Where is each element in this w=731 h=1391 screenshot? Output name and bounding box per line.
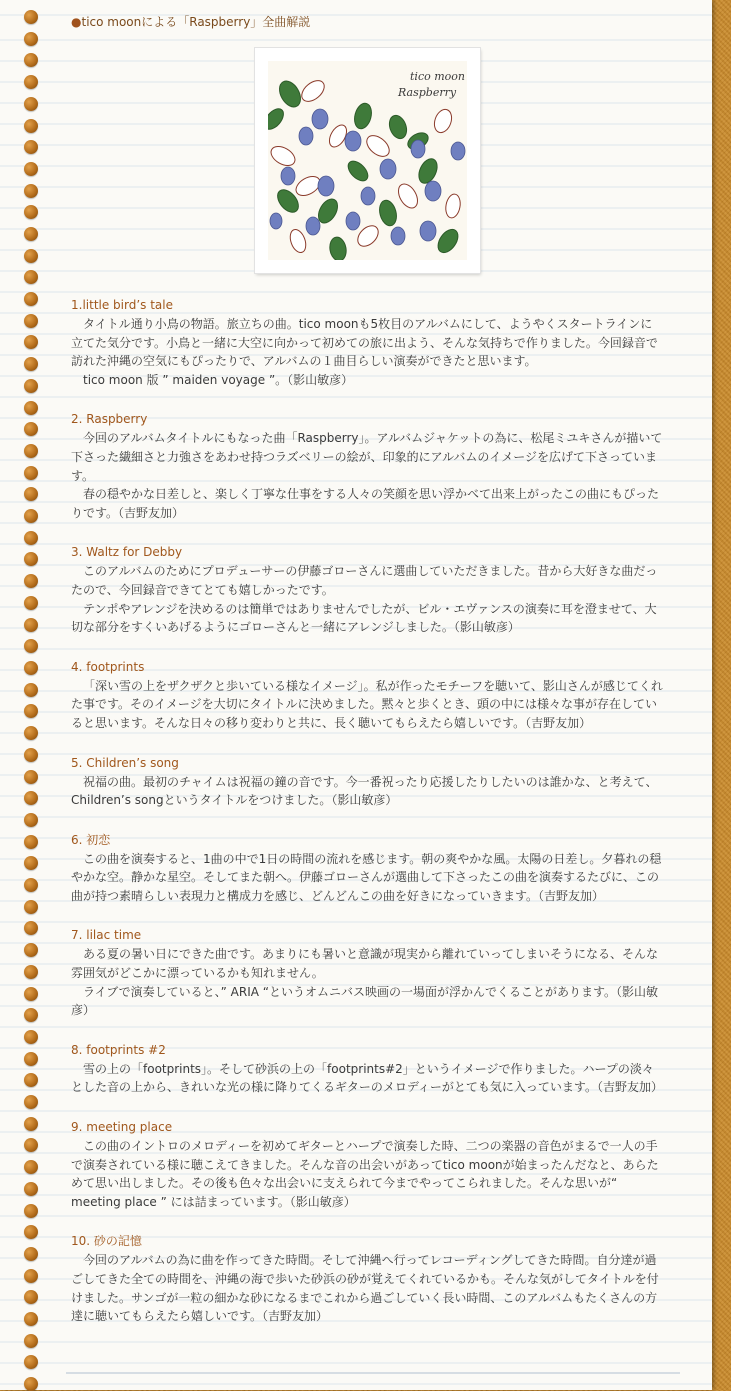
binding-ring-icon (24, 205, 38, 219)
track-title: 3. Waltz for Debby (71, 545, 183, 560)
binding-ring-icon (24, 1160, 38, 1174)
track-description: この曲を演奏すると、1曲の中で1日の時間の流れを感じます。朝の爽やかな風。太陽の日差し。夕暮れの穏やかな空。静かな星空。そしてまた朝へ。伊藤ゴローさんが選曲して下さったこの曲を演奏するたびに、この曲が持つ素晴らしい表現力と構成力を感じ、どんどんこの曲を好きになっていきます。（吉野友加） (71, 851, 662, 903)
binding-ring-icon (24, 683, 38, 697)
binding-ring-icon (24, 1052, 38, 1066)
cover-album-lettering: Raspberry (398, 86, 457, 99)
track-title: 9. meeting place (71, 1120, 173, 1135)
binding-ring-icon (24, 661, 38, 675)
binding-ring-icon (24, 140, 38, 154)
bullet-icon: ● (71, 15, 82, 29)
track-title: 10. 砂の記憶 (71, 1234, 142, 1249)
track-section (71, 543, 663, 636)
track-section (71, 410, 663, 522)
binding-ring-icon (24, 119, 38, 133)
track-title: 1.little bird’s tale (71, 298, 174, 312)
track-list (71, 296, 663, 1347)
binding-ring-icon (24, 965, 38, 979)
track-title: 8. footprints #2 (71, 1042, 166, 1057)
track-title: 4. footprints (71, 659, 145, 674)
binding-ring-icon (24, 1117, 38, 1131)
track-section (71, 1041, 663, 1097)
binding-ring-icon (24, 791, 38, 805)
binding-ring-icon (24, 1095, 38, 1109)
binding-ring-icon (24, 900, 38, 914)
track-description: 春の穏やかな日差しと、楽しく丁寧な仕事をする人々の笑顔を思い浮かべて出来上がったこの曲にもぴったりです。（吉野友加） (71, 487, 660, 520)
binding-ring-icon (24, 487, 38, 501)
track-title: 5. Children’s song (71, 755, 179, 770)
binding-ring-icon (24, 1334, 38, 1348)
binding-ring-icon (24, 943, 38, 957)
track-section (71, 296, 663, 389)
track-title: 6. 初恋 (71, 832, 111, 847)
binding-ring-icon (24, 726, 38, 740)
track-description: 「深い雪の上をザクザクと歩いている様なイメージ」。私が作ったモチーフを聴いて、影山さんが感じてくれた事です。そのイメージを大切にタイトルに決めました。黙々と歩くとき、頭の中には様々な事が存在していると思います。そんな日々の移り変わりと共に、長く聴いてもらえたら嬉しいです。（吉野友加） (71, 678, 663, 730)
track-description: 祝福の曲。最初のチャイムは祝福の鐘の音です。今一番祝ったり応援したりしたいのは誰かな、と考えて、Children’s songというタイトルをつけました。（影山敏彦） (71, 774, 658, 808)
binding-ring-icon (24, 270, 38, 284)
track-description: ある夏の暑い日にできた曲です。あまりにも暑いと意識が現実から離れていってしまいそうになる、そんな雰囲気がどこかに漂っているかも知れません。 (71, 947, 659, 981)
track-section (71, 658, 663, 733)
binding-ring-icon (24, 1030, 38, 1044)
binding-ring-icon (24, 1290, 38, 1304)
page-title-text: tico moonによる「Raspberry」全曲解説 (81, 15, 311, 29)
binding-ring-icon (24, 770, 38, 784)
binding-ring-icon (24, 856, 38, 870)
binding-ring-icon (24, 921, 38, 935)
binding-ring-icon (24, 292, 38, 306)
binding-ring-icon (24, 53, 38, 67)
divider (66, 1372, 680, 1374)
binding-ring-icon (24, 401, 38, 415)
track-description: この曲のイントロのメロディーを初めてギターとハープで演奏した時、二つの楽器の音色がまるで一人の手で演奏されている様に聴こえてきました。そんな音の出会いがあってtico moonが始まったんだなと、あらためて思い出しました。その後も色々な出会いに支えられて今までやってこられました。そんな思いが“ meeting place ” には詰まっています。（影山敏彦） (71, 1139, 659, 1209)
binding-ring-icon (24, 748, 38, 762)
track-description: このアルバムのためにプロデューサーの伊藤ゴローさんに選曲していただきました。昔から大好きな曲だったので、今回録音できてとても嬉しかったです。 (71, 564, 658, 597)
binding-ring-icon (24, 1225, 38, 1239)
binding-ring-icon (24, 596, 38, 610)
binding-ring-icon (24, 1377, 38, 1391)
binding-ring-icon (24, 987, 38, 1001)
track-section (71, 754, 663, 810)
album-cover-art (268, 61, 467, 260)
track-description: テンポやアレンジを決めるのは簡単ではありませんでしたが、ビル・エヴァンスの演奏に耳を澄ませて、大切な部分をすくいあげるようにゴローさんと一緒にアレンジしました。（影山敏彦） (71, 601, 657, 635)
binding-ring-icon (24, 574, 38, 588)
track-section (71, 1232, 663, 1325)
binding-ring-icon (24, 704, 38, 718)
binding-ring-icon (24, 249, 38, 263)
ring-binding (0, 0, 52, 1390)
track-title: 7. lilac time (71, 928, 142, 943)
binding-ring-icon (24, 1073, 38, 1087)
binding-ring-icon (24, 835, 38, 849)
binding-ring-icon (24, 32, 38, 46)
binding-ring-icon (24, 1182, 38, 1196)
binding-ring-icon (24, 227, 38, 241)
binding-ring-icon (24, 162, 38, 176)
binding-ring-icon (24, 75, 38, 89)
binding-ring-icon (24, 878, 38, 892)
track-section (71, 1118, 663, 1211)
binding-ring-icon (24, 813, 38, 827)
track-title: 2. Raspberry (71, 412, 148, 427)
binding-ring-icon (24, 1355, 38, 1369)
track-section (71, 831, 663, 906)
binding-ring-icon (24, 1204, 38, 1218)
album-cover (255, 48, 480, 273)
binding-ring-icon (24, 97, 38, 111)
track-description: 今回のアルバムの為に曲を作ってきた時間。そして沖縄へ行ってレコーディングしてきた時間。自分達が過ごしてきた全ての時間を、沖縄の海で歩いた砂浜の砂が覚えてくれているかも。そんな気がしてタイトルを付けました。サンゴが一粒の細かな砂になるまでこれから過ごしていく長い時間、このアルバムもたくさんの方達に聴いてもらえたら嬉しいです。（吉野友加） (71, 1253, 659, 1324)
binding-ring-icon (24, 379, 38, 393)
page-title (71, 13, 310, 30)
binding-ring-icon (24, 314, 38, 328)
binding-ring-icon (24, 509, 38, 523)
binding-ring-icon (24, 552, 38, 566)
track-description: 雪の上の「footprints」。そして砂浜の上の「footprints#2」というイメージで作りました。ハープの淡々とした音の上から、きれいな光の様に降りてくるギターのメロディーがとても気に入っています。（吉野友加） (71, 1061, 663, 1095)
binding-ring-icon (24, 1138, 38, 1152)
track-description: 今回のアルバムタイトルにもなった曲「Raspberry」。アルバムジャケットの為に、松尾ミユキさんが描いて下さった繊細さと力強さをあわせ持つラズベリーの絵が、印象的にアルバムのイメージを広げて下さっています。 (71, 431, 663, 483)
track-description: タイトル通り小鳥の物語。旅立ちの曲。tico moonも5枚目のアルバムにして、ようやくスタートラインに立てた気分です。小鳥と一緒に大空に向かって初めての旅に出よう、そんな気持ちで作りました。今回録音で訪れた沖縄の空気にもぴったりで、アルバムの１曲目らしい演奏ができたと思います。 (71, 317, 658, 369)
binding-ring-icon (24, 184, 38, 198)
binding-ring-icon (24, 1269, 38, 1283)
binding-ring-icon (24, 335, 38, 349)
track-description: tico moon 版 ” maiden voyage ”。（影山敏彦） (83, 372, 354, 387)
binding-ring-icon (24, 444, 38, 458)
binding-ring-icon (24, 466, 38, 480)
track-description: ライブで演奏していると、” ARIA “というオムニバス映画の一場面が浮かんでくることがあります。（影山敏彦） (71, 984, 659, 1018)
binding-ring-icon (24, 1008, 38, 1022)
binding-ring-icon (24, 357, 38, 371)
binding-ring-icon (24, 10, 38, 24)
binding-ring-icon (24, 639, 38, 653)
cover-artist-lettering: tico moon (410, 70, 465, 83)
binding-ring-icon (24, 1247, 38, 1261)
binding-ring-icon (24, 422, 38, 436)
binding-ring-icon (24, 531, 38, 545)
binding-ring-icon (24, 1312, 38, 1326)
track-section (71, 926, 663, 1019)
binding-ring-icon (24, 618, 38, 632)
